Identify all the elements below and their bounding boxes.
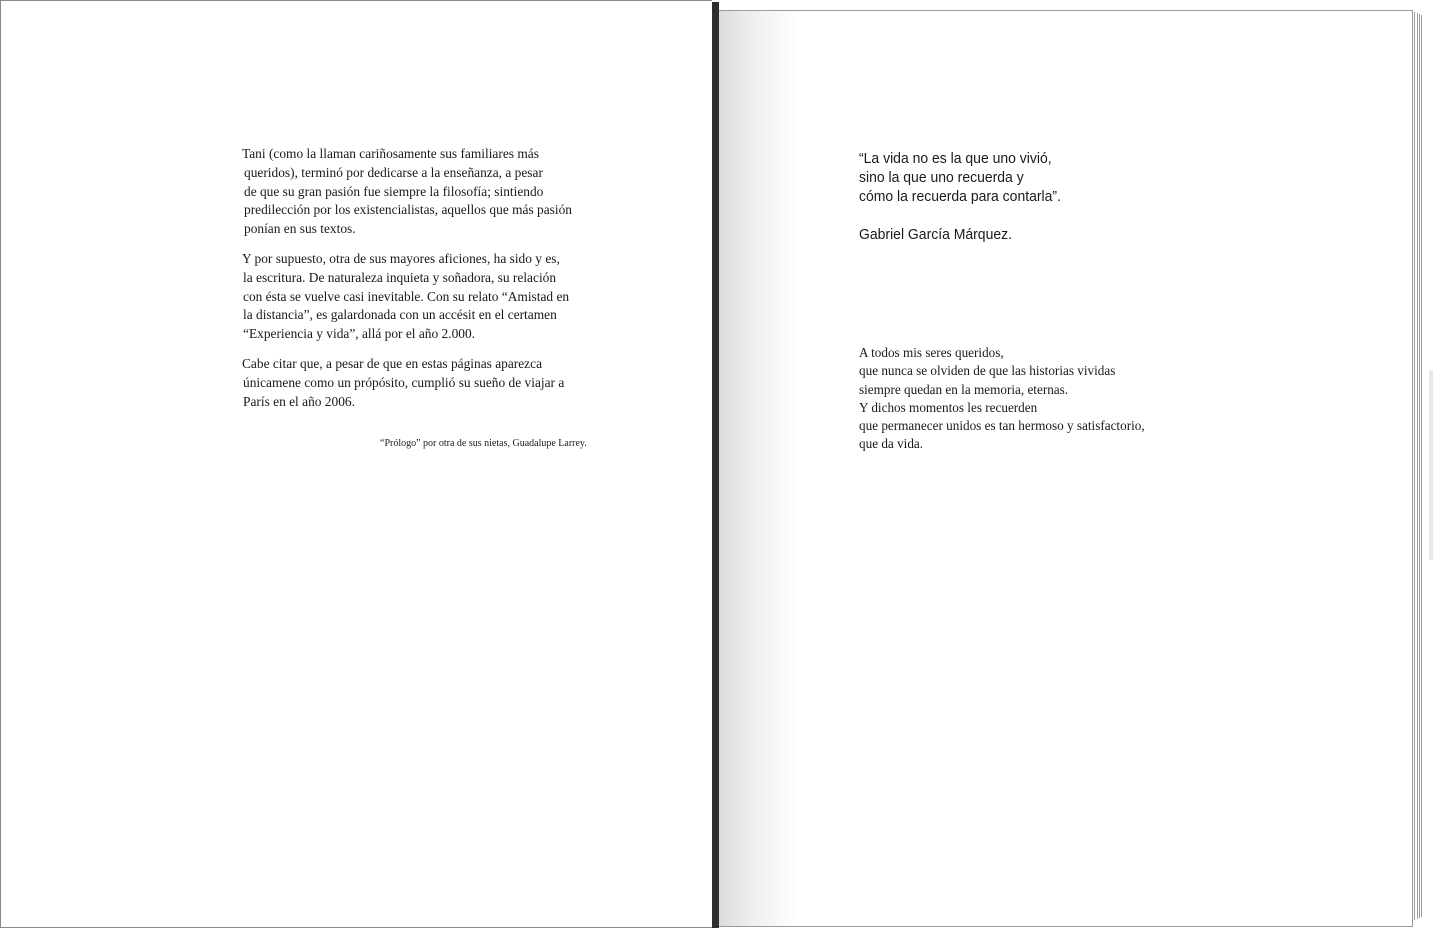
page-edge-line	[1414, 12, 1415, 920]
epigraph-quote	[859, 149, 1061, 206]
dedication-line: que da vida.	[859, 436, 924, 452]
page-edge-line	[1421, 15, 1422, 917]
text-line: con ésta se vuelve casi inevitable. Con su relato “Amistad en	[243, 288, 570, 304]
quote-line: cómo la recuerda para contarla”.	[859, 188, 1061, 205]
text-line: París en el año 2006.	[243, 393, 355, 409]
text-line: Y por supuesto, otra de sus mayores aficiones, ha sido y es,	[242, 250, 560, 266]
dedication-line: que nunca se olviden de que las historias vividas	[859, 363, 1116, 379]
page-edge-line	[1417, 13, 1418, 919]
prologue-paragraph-2	[242, 250, 592, 344]
book-spine	[712, 2, 719, 928]
dedication-line: siempre quedan en la memoria, eternas.	[859, 381, 1069, 397]
scrollbar[interactable]	[1429, 370, 1433, 560]
text-line: la escritura. De naturaleza inquieta y soñadora, su relación	[243, 269, 557, 285]
text-line: Cabe citar que, a pesar de que en estas páginas aparezca	[242, 355, 543, 371]
prologue-text	[242, 145, 592, 422]
text-line: de que su gran pasión fue siempre la filosofía; sintiendo	[244, 183, 544, 199]
text-line: la distancia”, es galardonada con un accésit en el certamen	[243, 307, 557, 323]
prologue-paragraph-3	[242, 355, 592, 411]
prologue-credit: “Prólogo” por otra de sus nietas, Guadalupe Larrey.	[380, 438, 587, 449]
page-stack-edges	[1412, 12, 1424, 922]
text-line: únicamene como un própósito, cumplió su sueño de viajar a	[243, 374, 565, 390]
left-page[interactable]	[0, 0, 712, 928]
text-line: queridos), terminó por dedicarse a la enseñanza, a pesar	[244, 164, 543, 180]
text-line: predilección por los existencialistas, aquellos que más pasión	[244, 202, 572, 218]
text-line: Tani (como la llaman cariñosamente sus familiares más	[242, 146, 539, 161]
dedication-line: Y dichos momentos les recuerden	[859, 399, 1038, 415]
text-line: ponían en sus textos.	[244, 221, 356, 237]
text-line: “Experiencia y vida”, allá por el año 2.000.	[243, 326, 476, 342]
gutter-shadow	[719, 11, 799, 926]
quote-line: “La vida no es la que uno vivió,	[859, 150, 1052, 167]
epigraph-author: Gabriel García Márquez.	[859, 226, 1012, 243]
prologue-paragraph-1	[242, 145, 592, 239]
page-edge-line	[1419, 14, 1420, 918]
dedication-line: A todos mis seres queridos,	[859, 345, 1004, 360]
right-page[interactable]	[719, 10, 1413, 927]
page-top-strip	[719, 2, 1419, 10]
dedication-line: que permanecer unidos es tan hermoso y satisfactorio,	[859, 418, 1145, 434]
dedication-text	[859, 344, 1145, 454]
quote-line: sino la que uno recuerda y	[859, 169, 1024, 186]
